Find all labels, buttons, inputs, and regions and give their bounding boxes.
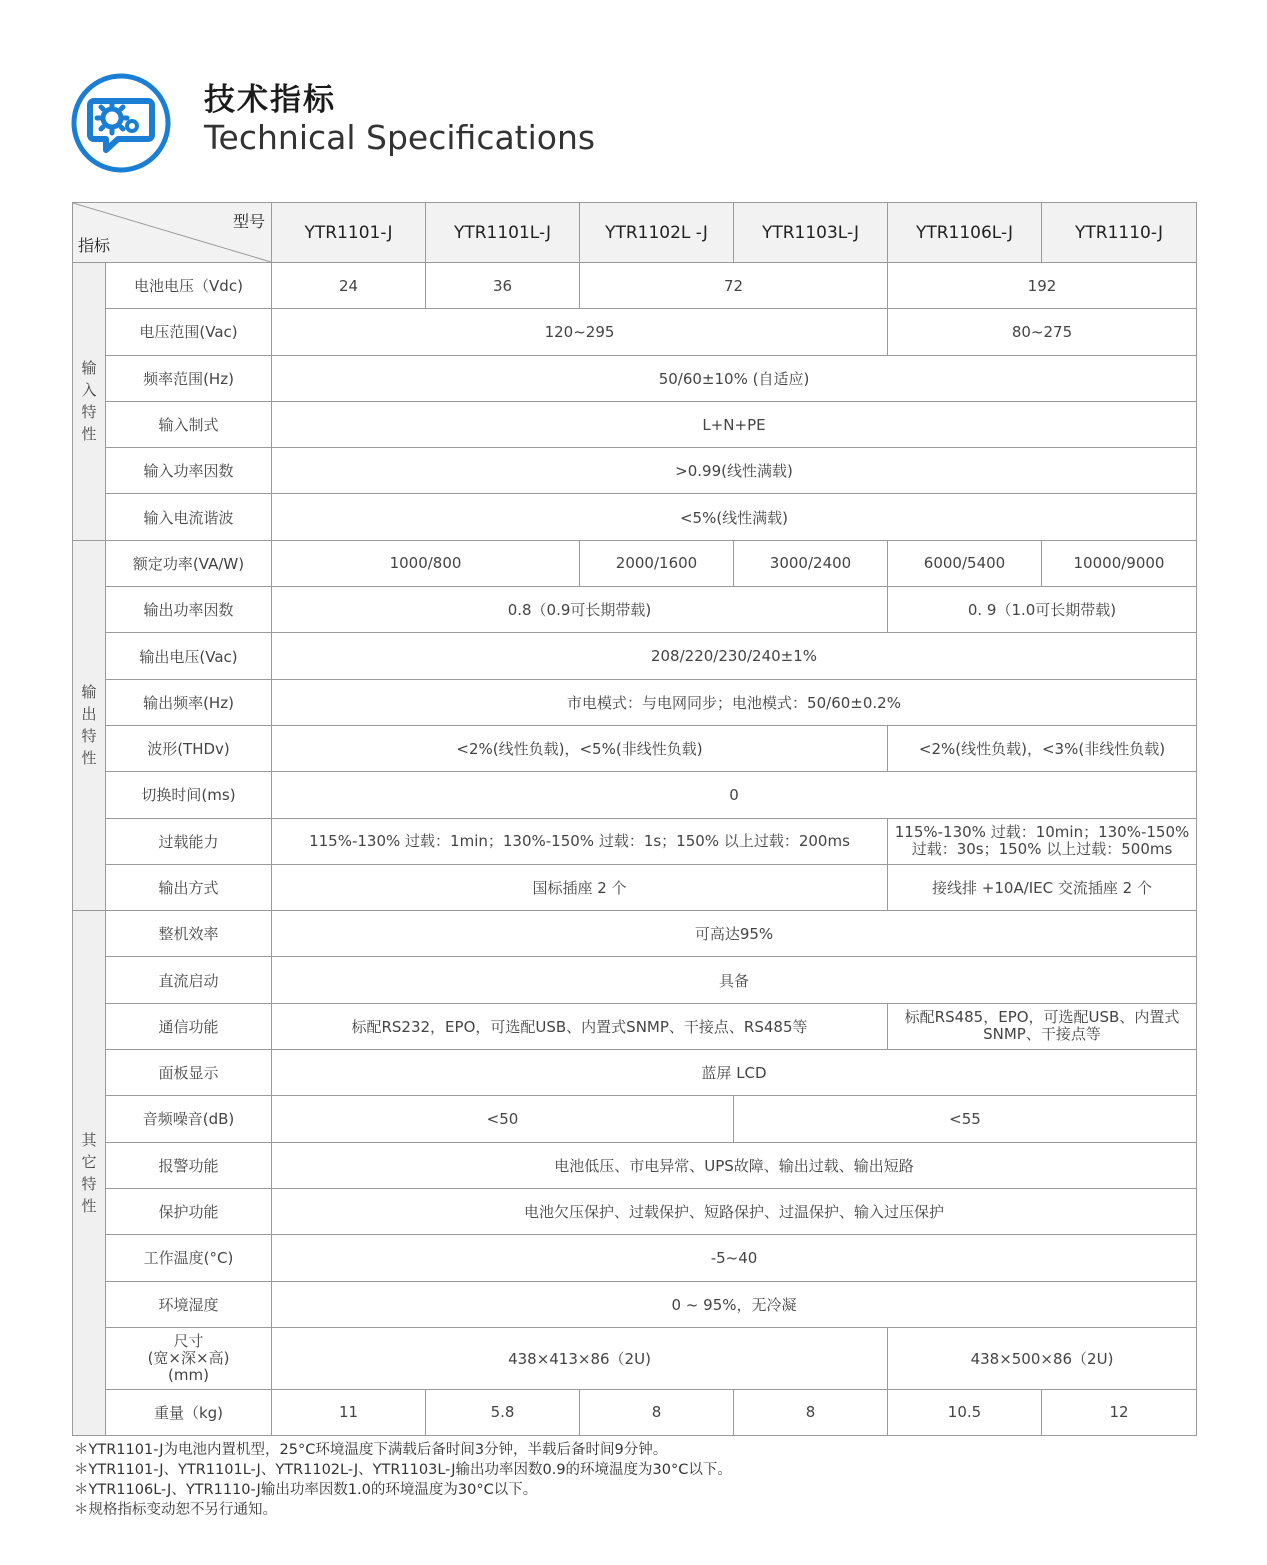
cell-value: 蓝屏 LCD xyxy=(272,1050,1197,1096)
model-header: YTR1106L-J xyxy=(888,203,1042,263)
model-header: YTR1103L-J xyxy=(734,203,888,263)
cell-value: 可高达95% xyxy=(272,911,1197,957)
table-row xyxy=(73,1389,1197,1435)
page-subtitle: Technical Specifications xyxy=(204,118,596,157)
table-row xyxy=(73,355,1197,401)
cell-value: 0.8（0.9可长期带载) xyxy=(272,587,888,633)
corner-cell xyxy=(73,203,272,263)
cell-value: 80~275 xyxy=(888,309,1197,355)
table-row xyxy=(73,911,1197,957)
row-label: 输入电流谐波 xyxy=(106,494,272,540)
table-row xyxy=(73,540,1197,586)
page-title: 技术指标 xyxy=(204,82,336,118)
row-label: 工作温度(°C) xyxy=(106,1235,272,1281)
header-row xyxy=(73,203,1197,263)
model-header: YTR1110-J xyxy=(1042,203,1197,263)
group-other-label: 其 它 特 性 xyxy=(73,911,106,1436)
cell-value: 208/220/230/240±1% xyxy=(272,633,1197,679)
row-label: 切换时间(ms) xyxy=(106,772,272,818)
row-label: 输入功率因数 xyxy=(106,448,272,494)
cell-value: <2%(线性负载)，<5%(非线性负载) xyxy=(272,725,888,771)
row-label: 额定功率(VA/W) xyxy=(106,540,272,586)
cell-value: 438×413×86（2U) xyxy=(272,1327,888,1389)
cell-value: 1000/800 xyxy=(272,540,580,586)
cell-value: 2000/1600 xyxy=(580,540,734,586)
model-header: YTR1101L-J xyxy=(426,203,580,263)
row-label: 波形(THDv) xyxy=(106,725,272,771)
cell-value: 6000/5400 xyxy=(888,540,1042,586)
table-row xyxy=(73,1281,1197,1327)
table-row xyxy=(73,1050,1197,1096)
group-output-label: 输 出 特 性 xyxy=(73,540,106,910)
cell-value: 5.8 xyxy=(426,1389,580,1435)
row-label: 输出频率(Hz) xyxy=(106,679,272,725)
cell-value: 36 xyxy=(426,263,580,309)
cell-value: <55 xyxy=(734,1096,1197,1142)
cell-value: 12 xyxy=(1042,1389,1197,1435)
cell-value: 11 xyxy=(272,1389,426,1435)
table-row xyxy=(73,309,1197,355)
table-row xyxy=(73,957,1197,1003)
cell-value-multiline: 115%-130% 过载：10min；130%-150% 过载：30s；150% 以上过载：500ms xyxy=(888,818,1197,864)
cell-value: 具备 xyxy=(272,957,1197,1003)
table-row xyxy=(73,448,1197,494)
cell-value: 10000/9000 xyxy=(1042,540,1197,586)
cell-value: 市电模式：与电网同步；电池模式：50/60±0.2% xyxy=(272,679,1197,725)
table-row xyxy=(73,1142,1197,1188)
table-row xyxy=(73,494,1197,540)
cell-value: 72 xyxy=(580,263,888,309)
row-label: 音频噪音(dB) xyxy=(106,1096,272,1142)
row-label-multiline: 尺寸 (宽×深×高) (mm) xyxy=(106,1327,272,1389)
settings-chat-icon xyxy=(70,72,172,174)
cell-value: 8 xyxy=(580,1389,734,1435)
row-label: 输出电压(Vac) xyxy=(106,633,272,679)
table-row xyxy=(73,401,1197,447)
cell-value: L+N+PE xyxy=(272,401,1197,447)
spec-table xyxy=(72,202,1197,1436)
cell-value: 0. 9（1.0可长期带载) xyxy=(888,587,1197,633)
table-row xyxy=(73,772,1197,818)
cell-value: 标配RS232，EPO，可选配USB、内置式SNMP、干接点、RS485等 xyxy=(272,1003,888,1049)
table-row xyxy=(73,1327,1197,1389)
row-label: 整机效率 xyxy=(106,911,272,957)
corner-model-label: 型号 xyxy=(232,212,265,231)
table-row xyxy=(73,587,1197,633)
row-label: 保护功能 xyxy=(106,1188,272,1234)
row-label: 频率范围(Hz) xyxy=(106,355,272,401)
row-label: 输入制式 xyxy=(106,401,272,447)
cell-value: 120~295 xyxy=(272,309,888,355)
cell-value: >0.99(线性满载) xyxy=(272,448,1197,494)
cell-value: 电池低压、市电异常、UPS故障、输出过载、输出短路 xyxy=(272,1142,1197,1188)
cell-value: 192 xyxy=(888,263,1197,309)
row-label: 电压范围(Vac) xyxy=(106,309,272,355)
table-row xyxy=(73,679,1197,725)
cell-value: 10.5 xyxy=(888,1389,1042,1435)
cell-value: <2%(线性负载)，<3%(非线性负载) xyxy=(888,725,1197,771)
table-row xyxy=(73,1003,1197,1049)
table-row xyxy=(73,818,1197,864)
group-input-label: 输 入 特 性 xyxy=(73,263,106,541)
cell-value: 24 xyxy=(272,263,426,309)
cell-value: -5~40 xyxy=(272,1235,1197,1281)
cell-value: <50 xyxy=(272,1096,734,1142)
cell-value: 0 ~ 95%，无冷凝 xyxy=(272,1281,1197,1327)
model-header: YTR1101-J xyxy=(272,203,426,263)
cell-value: 接线排 +10A/IEC 交流插座 2 个 xyxy=(888,864,1197,910)
cell-value: <5%(线性满载) xyxy=(272,494,1197,540)
footnote: ＊YTR1106L-J、YTR1110-J输出功率因数1.0的环境温度为30°C以下。 xyxy=(74,1482,538,1498)
cell-value: 国标插座 2 个 xyxy=(272,864,888,910)
cell-value-multiline: 标配RS485，EPO，可选配USB、内置式 SNMP、干接点等 xyxy=(888,1003,1197,1049)
table-row xyxy=(73,725,1197,771)
cell-value: 438×500×86（2U) xyxy=(888,1327,1197,1389)
row-label: 过载能力 xyxy=(106,818,272,864)
cell-value: 115%-130% 过载：1min；130%-150% 过载：1s；150% 以上过载：200ms xyxy=(272,818,888,864)
row-label: 重量（kg) xyxy=(106,1389,272,1435)
table-row xyxy=(73,1188,1197,1234)
footnote: ＊规格指标变动恕不另行通知。 xyxy=(74,1502,277,1518)
cell-value: 50/60±10% (自适应) xyxy=(272,355,1197,401)
cell-value: 电池欠压保护、过载保护、短路保护、过温保护、输入过压保护 xyxy=(272,1188,1197,1234)
cell-value: 3000/2400 xyxy=(734,540,888,586)
cell-value: 8 xyxy=(734,1389,888,1435)
row-label: 直流启动 xyxy=(106,957,272,1003)
footnotes xyxy=(74,1440,1194,1520)
row-label: 面板显示 xyxy=(106,1050,272,1096)
footnote: ＊YTR1101-J、YTR1101L-J、YTR1102L-J、YTR1103L-J输出功率因数0.9的环境温度为30°C以下。 xyxy=(74,1462,732,1478)
footnote: ＊YTR1101-J为电池内置机型，25°C环境温度下满载后备时间3分钟，半载后备时间9分钟。 xyxy=(74,1442,668,1458)
table-row xyxy=(73,633,1197,679)
corner-spec-label: 指标 xyxy=(78,236,111,255)
page-header xyxy=(70,72,770,182)
row-label: 报警功能 xyxy=(106,1142,272,1188)
row-label: 输出方式 xyxy=(106,864,272,910)
row-label: 环境湿度 xyxy=(106,1281,272,1327)
cell-value: 0 xyxy=(272,772,1197,818)
table-row xyxy=(73,263,1197,309)
table-row xyxy=(73,1235,1197,1281)
row-label: 通信功能 xyxy=(106,1003,272,1049)
model-header: YTR1102L -J xyxy=(580,203,734,263)
table-row xyxy=(73,1096,1197,1142)
table-row xyxy=(73,864,1197,910)
row-label: 电池电压（Vdc) xyxy=(106,263,272,309)
row-label: 输出功率因数 xyxy=(106,587,272,633)
